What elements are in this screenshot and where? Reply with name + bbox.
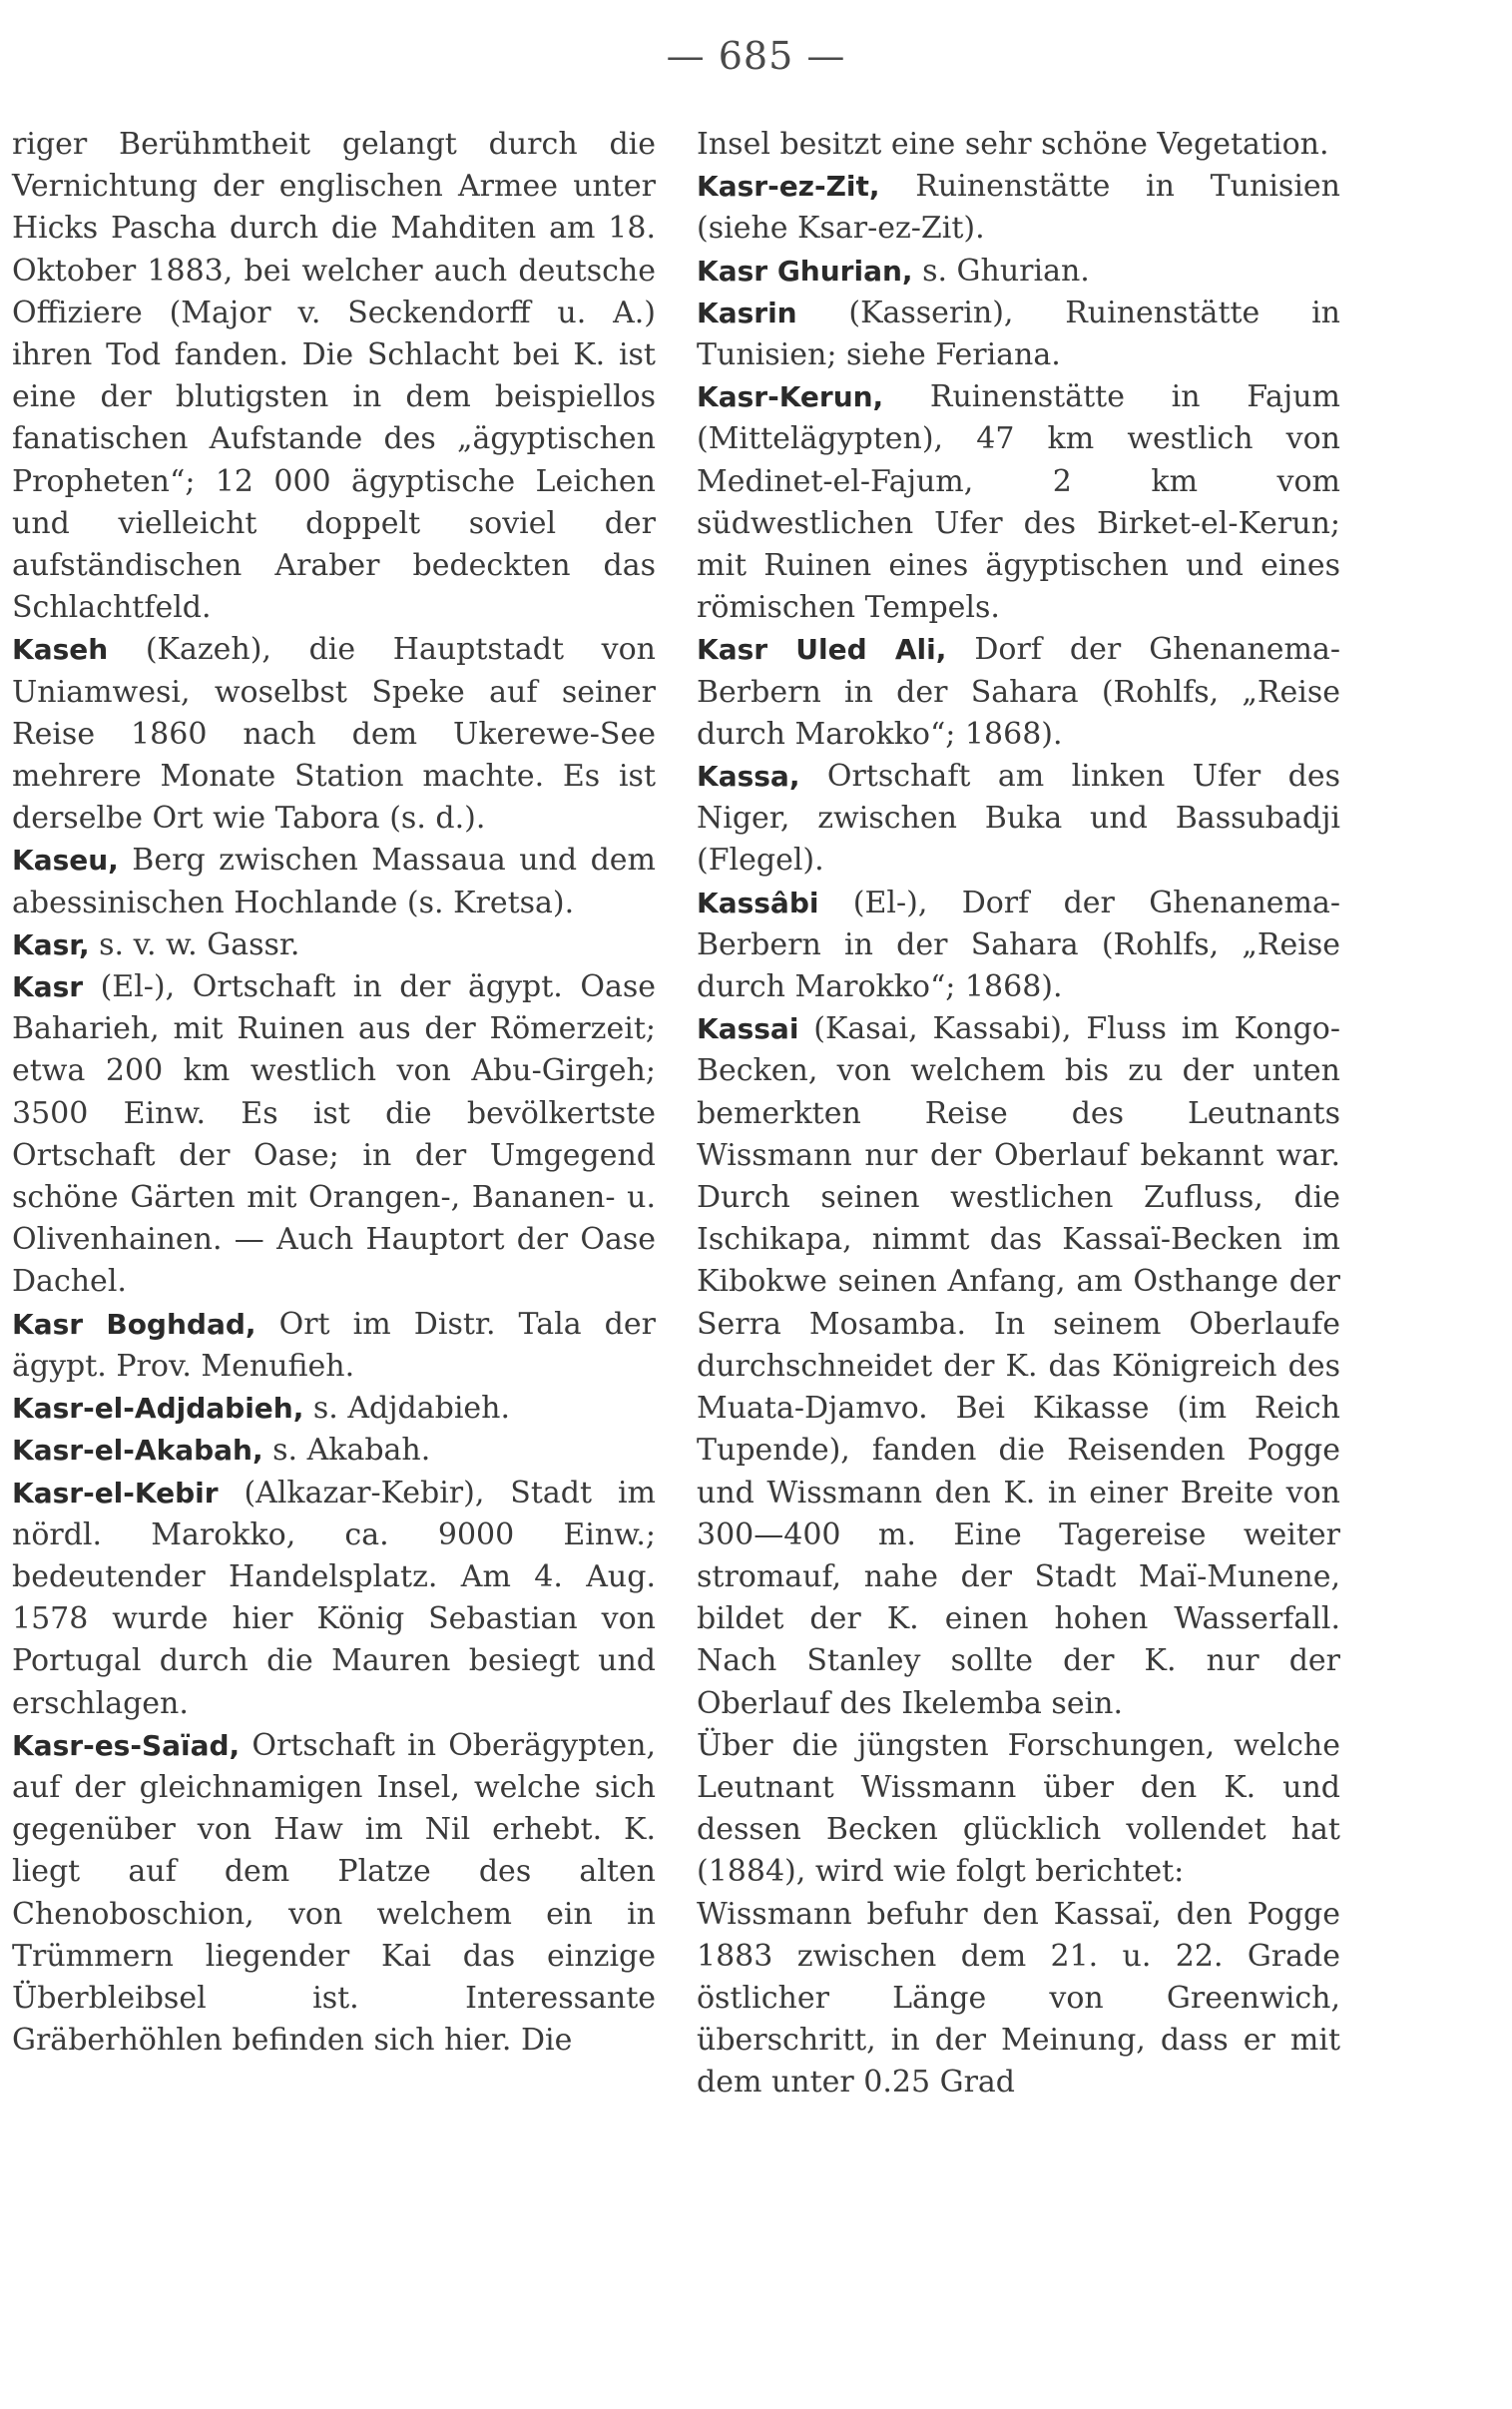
entry-paragraph [12,124,656,629]
entry-text: s. Adjdabieh. [303,1391,511,1427]
page-number: — 685 — [666,34,846,78]
entry-paragraph [697,124,1340,166]
entry-text: Ortschaft am linken Ufer des Niger, zwischen Buka und Bassubadji (Flegel). [697,759,1340,879]
entry-text: Wissmann befuhr den Kassaï, den Pogge 1883 zwischen dem 21. u. 22. Grade östlicher Länge von Greenwich, überschritt, in der Meinung, dass er mit dem unter 0.25 Grad [697,1896,1340,2101]
entry-term: Kasr Boghdad, [12,1307,256,1341]
entry-paragraph [12,1388,656,1430]
entry-paragraph [12,1725,656,2063]
entry-text: (El-), Dorf der Ghenanema-Berbern in der Sahara (Rohlfs, „Reise durch Marokko“; 1868). [697,885,1340,1005]
entry-term: Kaseh [12,633,109,667]
entry-text: Berg zwischen Massaua und dem abessinischen Hochlande (s. Kretsa). [12,843,656,920]
entry-paragraph [697,166,1340,250]
entry-term: Kassâbi [697,886,819,919]
entry-text: (El-), Ortschaft in der ägypt. Oase Baharieh, mit Ruinen aus der Römerzeit; etwa 200 km westlich von Abu-Girgeh; 3500 Einw. Es ist die bevölkertste Ortschaft der Oase; in der Umgegend schöne Gärten mit Orangen-, Bananen- u. Olivenhainen. — Auch Hauptort der Oase Dachel. [12,969,656,1300]
entry-text: s. Akabah. [262,1433,431,1469]
entry-paragraph [12,924,656,966]
entry-text: Dorf der Ghenanema-Berbern in der Sahara (Rohlfs, „Reise durch Marokko“; 1868). [697,632,1340,752]
entry-text: riger Berühmtheit gelangt durch die Vernichtung der englischen Armee unter Hicks Pascha durch die Mahditen am 18. Oktober 1883, bei welcher auch deutsche Offiziere (Major v. Seckendorff u. A.) ihren Tod fanden. Die Schlacht bei K. ist eine der blutigsten in dem beispiellos fanatischen Aufstande des „ägyptischen Propheten“; 12 000 ägyptische Leichen und vielleicht doppelt soviel der aufständischen Araber bedeckten das Schlachtfeld. [12,127,656,626]
entry-paragraph [12,1430,656,1472]
entry-text: (Kazeh), die Hauptstadt von Uniamwesi, woselbst Speke auf seiner Reise 1860 nach dem Ukerewe-See mehrere Monate Station machte. Es ist derselbe Ort wie Tabora (s. d.). [12,632,656,837]
entry-paragraph [697,1008,1340,1724]
entry-paragraph [697,629,1340,756]
entry-paragraph [697,376,1340,629]
entry-term: Kassai [697,1012,799,1046]
entry-paragraph [12,629,656,840]
entry-paragraph [12,840,656,923]
entry-paragraph [697,1894,1340,2105]
entry-paragraph [697,293,1340,376]
entry-text: Über die jüngsten Forschungen, welche Leutnant Wissmann über den K. und dessen Becken glücklich vollendet hat (1884), wird wie folgt berichtet: [697,1727,1340,1890]
entry-paragraph [12,1304,656,1388]
entry-term: Kasr, [12,927,90,961]
entry-term: Kasr-es-Saïad, [12,1728,241,1762]
entry-text: (Kasserin), Ruinenstätte in Tunisien; siehe Feriana. [697,295,1340,373]
entry-text: Ruinenstätte in Tunisien (siehe Ksar-ez-Zit). [697,169,1340,247]
entry-paragraph [697,1725,1340,1894]
entry-paragraph [697,883,1340,1009]
entry-text: s. v. w. Gassr. [89,926,300,962]
entry-term: Kasr [12,970,84,1004]
entry-term: Kasr-el-Adjdabieh, [12,1392,304,1426]
entry-term: Kassa, [697,760,800,794]
entry-term: Kasr Ghurian, [697,254,913,288]
entry-term: Kaseu, [12,844,119,878]
left-column [12,124,656,2062]
entry-text: s. Ghurian. [912,253,1090,289]
entry-text: Ortschaft in Oberägypten, auf der gleichnamigen Insel, welche sich gegenüber von Haw im Nil erhebt. K. liegt auf dem Platze des alten Chenoboschion, von welchem ein in Trümmern liegender Kai das einzige Überbleibsel ist. Interessante Gräberhöhlen befinden sich hier. Die [12,1727,656,2059]
entry-text: Insel besitzt eine sehr schöne Vegetation. [697,127,1329,162]
entry-term: Kasr-ez-Zit, [697,170,880,204]
entry-term: Kasr-el-Kebir [12,1476,219,1509]
entry-text: Ruinenstätte in Fajum (Mittelägypten), 47 km westlich von Medinet-el-Fajum, 2 km vom südwestlichen Ufer des Birket-el-Kerun; mit Ruinen eines ägyptischen und eines römischen Tempels. [697,379,1340,626]
entry-paragraph [697,756,1340,883]
entry-term: Kasrin [697,296,797,329]
entry-term: Kasr-Kerun, [697,380,884,414]
entry-text: (Alkazar-Kebir), Stadt im nördl. Marokko, ca. 9000 Einw.; bedeutender Handelsplatz. Am 4. Aug. 1578 wurde hier König Sebastian von Portugal durch die Mauren besiegt und erschlagen. [12,1475,656,1721]
entry-text: Ort im Distr. Tala der ägypt. Prov. Menufieh. [12,1306,656,1384]
entry-term: Kasr-el-Akabah, [12,1434,263,1468]
entry-paragraph [12,1473,656,1725]
entry-text: (Kasai, Kassabi), Fluss im Kongo-Becken, von welchem bis zu der unten bemerkten Reise des Leutnants Wissmann nur der Oberlauf bekannt war. Durch seinen westlichen Zufluss, die Ischikapa, nimmt das Kassaï-Becken im Kibokwe seinen Anfang, am Osthange der Serra Mosamba. In seinem Oberlaufe durchschneidet der K. das Königreich des Muata-Djamvo. Bei Kikasse (im Reich Tupende), fanden die Reisenden Pogge und Wissmann den K. in einer Breite von 300—400 m. Eine Tagereise weiter stromauf, nahe der Stadt Maï-Munene, bildet der K. einen hohen Wasserfall. Nach Stanley sollte der K. nur der Oberlauf des Ikelemba sein. [697,1011,1340,1721]
entry-paragraph [12,966,656,1304]
entry-paragraph [697,251,1340,293]
right-column [697,124,1340,2105]
entry-term: Kasr Uled Ali, [697,633,947,667]
